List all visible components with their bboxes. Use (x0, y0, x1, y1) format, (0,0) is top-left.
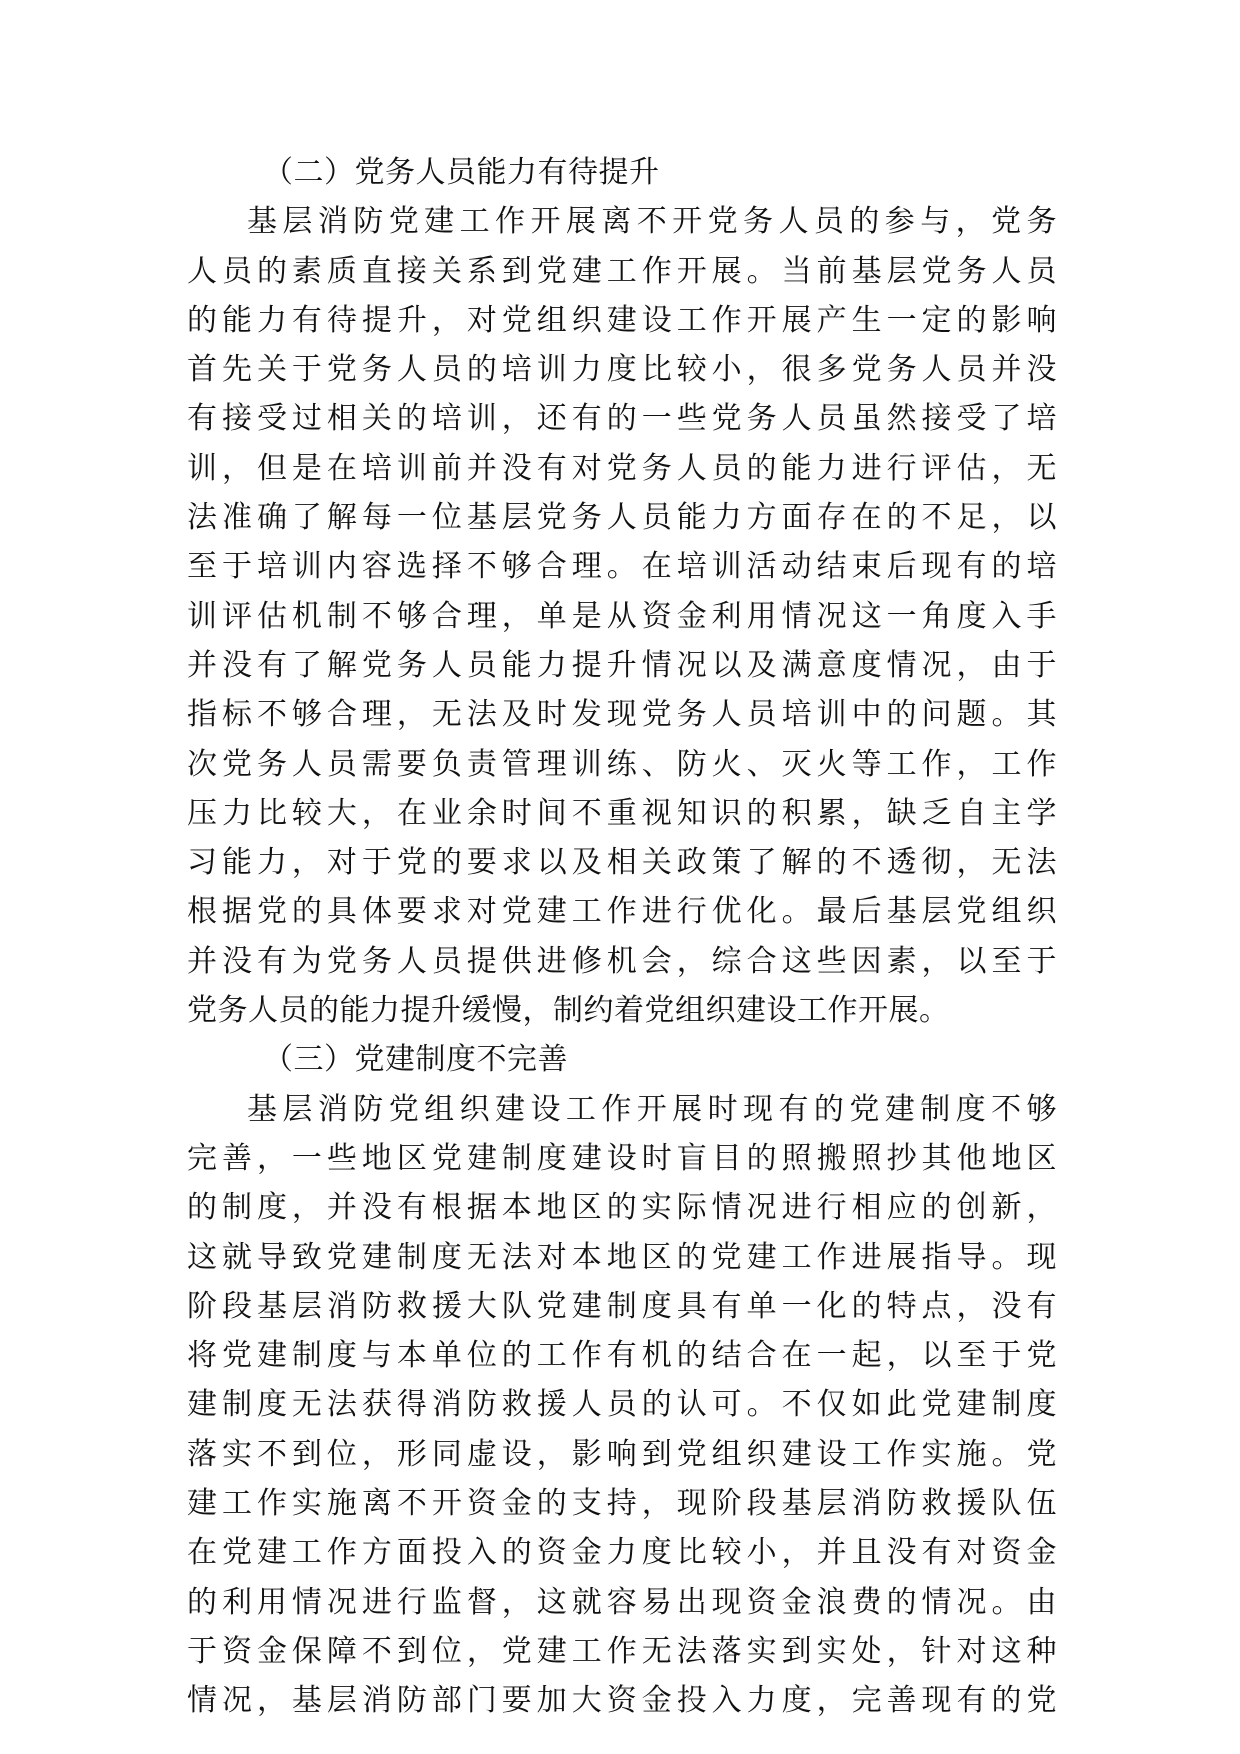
paragraph-line: 并没有了解党务人员能力提升情况以及满意度情况，由于 (187, 647, 1057, 683)
paragraph-line: 在党建工作方面投入的资金力度比较小，并且没有对资金 (187, 1535, 1057, 1571)
paragraph-line: 至于培训内容选择不够合理。在培训活动结束后现有的培 (187, 549, 1057, 585)
paragraph-line: 建工作实施离不开资金的支持，现阶段基层消防救援队伍 (187, 1486, 1057, 1522)
paragraph-line: 完善，一些地区党建制度建设时盲目的照搬照抄其他地区 (187, 1140, 1057, 1176)
paragraph-line: 这就导致党建制度无法对本地区的党建工作进展指导。现 (187, 1239, 1057, 1275)
paragraph-line: 情况，基层消防部门要加大资金投入力度，完善现有的党 (187, 1683, 1057, 1719)
paragraph-line: 人员的素质直接关系到党建工作开展。当前基层党务人员 (187, 253, 1057, 289)
paragraph-line: 习能力，对于党的要求以及相关政策了解的不透彻，无法 (187, 845, 1057, 881)
paragraph-line: 将党建制度与本单位的工作有机的结合在一起，以至于党 (187, 1338, 1057, 1374)
paragraph-line: 基层消防党建工作开展离不开党务人员的参与，党务 (247, 204, 1057, 240)
paragraph-line: 并没有为党务人员提供进修机会，综合这些因素，以至于 (187, 943, 1057, 979)
paragraph-line: 指标不够合理，无法及时发现党务人员培训中的问题。其 (187, 697, 1057, 733)
section-heading-3: （三）党建制度不完善 (263, 1042, 568, 1078)
paragraph-line: 的利用情况进行监督，这就容易出现资金浪费的情况。由 (187, 1584, 1057, 1620)
paragraph-line: 首先关于党务人员的培训力度比较小，很多党务人员并没 (187, 352, 1057, 388)
paragraph-line: 基层消防党组织建设工作开展时现有的党建制度不够 (247, 1091, 1057, 1127)
paragraph-line: 落实不到位，形同虚设，影响到党组织建设工作实施。党 (187, 1436, 1057, 1472)
paragraph-line: 压力比较大，在业余时间不重视知识的积累，缺乏自主学 (187, 795, 1057, 831)
paragraph-line: 有接受过相关的培训，还有的一些党务人员虽然接受了培 (187, 401, 1057, 437)
paragraph-line: 法准确了解每一位基层党务人员能力方面存在的不足，以 (187, 500, 1057, 536)
paragraph-line: 的能力有待提升，对党组织建设工作开展产生一定的影响 (187, 302, 1057, 338)
paragraph-line: 训评估机制不够合理，单是从资金利用情况这一角度入手 (187, 598, 1057, 634)
paragraph-line: 建制度无法获得消防救援人员的认可。不仅如此党建制度 (187, 1387, 1057, 1423)
section-heading-2: （二）党务人员能力有待提升 (263, 155, 660, 190)
paragraph-line: 的制度，并没有根据本地区的实际情况进行相应的创新， (187, 1190, 1057, 1226)
paragraph-line: 训，但是在培训前并没有对党务人员的能力进行评估，无 (187, 450, 1057, 486)
paragraph-line: 阶段基层消防救援大队党建制度具有单一化的特点，没有 (187, 1288, 1057, 1324)
paragraph-line: 次党务人员需要负责管理训练、防火、灭火等工作，工作 (187, 746, 1057, 782)
paragraph-line: 于资金保障不到位，党建工作无法落实到实处，针对这种 (187, 1633, 1057, 1669)
document-body (187, 148, 1057, 1726)
paragraph-line: 根据党的具体要求对党建工作进行优化。最后基层党组织 (187, 894, 1057, 930)
paragraph-line-last: 党务人员的能力提升缓慢，制约着党组织建设工作开展。 (187, 993, 950, 1029)
